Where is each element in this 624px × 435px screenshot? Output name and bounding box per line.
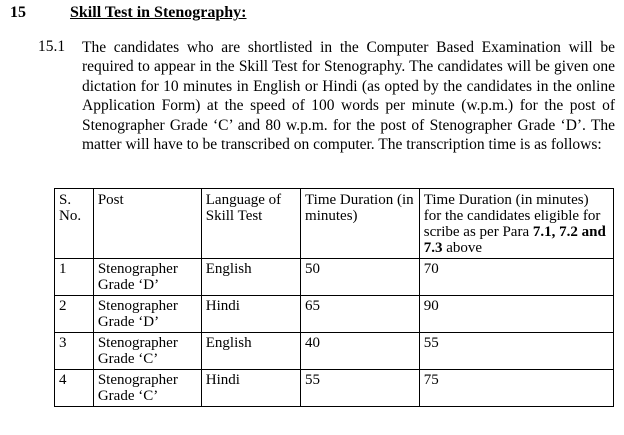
- row-sno: 2: [55, 296, 94, 333]
- transcription-time-table: [54, 188, 614, 407]
- table-row: [55, 296, 614, 333]
- row-time: 50: [301, 259, 420, 296]
- table-row: [55, 259, 614, 296]
- paragraph-number: 15.1: [38, 38, 66, 55]
- row-post: Stenographer Grade ‘C’: [93, 333, 201, 370]
- row-language: English: [201, 333, 300, 370]
- header-scribe-time: [419, 189, 613, 259]
- row-language: English: [201, 259, 300, 296]
- header-scribe-prefix: Time Duration (in minutes) for the candidates eligible for scribe as per Para: [423, 192, 601, 240]
- header-post: Post: [93, 189, 201, 259]
- row-time: 55: [301, 370, 420, 407]
- row-post: Stenographer Grade ‘D’: [93, 259, 201, 296]
- paragraph-text: The candidates who are shortlisted in the Computer Based Examination will be required to appear in the Skill Test for Stenography. The candidates will be given one dictation for 10 minutes in English or Hindi (as opted by the candidates in the online Application Form) at the speed of 100 words per minute (w.p.m.) for the post of Stenographer Grade ‘C’ and 80 w.p.m. for the post of Stenographer Grade ‘D’. The matter will have to be transcribed on computer. The transcription time is as follows:: [82, 39, 615, 154]
- header-language: Language of Skill Test: [201, 189, 300, 259]
- table-row: [55, 333, 614, 370]
- table-row: [55, 370, 614, 407]
- row-scribe-time: 70: [419, 259, 613, 296]
- row-sno: 1: [55, 259, 94, 296]
- row-scribe-time: 90: [419, 296, 613, 333]
- row-post: Stenographer Grade ‘C’: [93, 370, 201, 407]
- row-time: 65: [301, 296, 420, 333]
- row-language: Hindi: [201, 296, 300, 333]
- row-sno: 3: [55, 333, 94, 370]
- header-time-duration: Time Duration (in minutes): [301, 189, 420, 259]
- table-header-row: [55, 189, 614, 259]
- row-scribe-time: 55: [419, 333, 613, 370]
- header-scribe-suffix: above: [442, 240, 483, 256]
- row-scribe-time: 75: [419, 370, 613, 407]
- row-time: 40: [301, 333, 420, 370]
- section-number: 15: [10, 4, 26, 21]
- row-sno: 4: [55, 370, 94, 407]
- header-sno: S. No.: [55, 189, 94, 259]
- section-title: Skill Test in Stenography:: [70, 4, 247, 21]
- header-scribe-paras: 7.1, 7.2 and 7.3: [423, 224, 606, 256]
- row-post: Stenographer Grade ‘D’: [93, 296, 201, 333]
- row-language: Hindi: [201, 370, 300, 407]
